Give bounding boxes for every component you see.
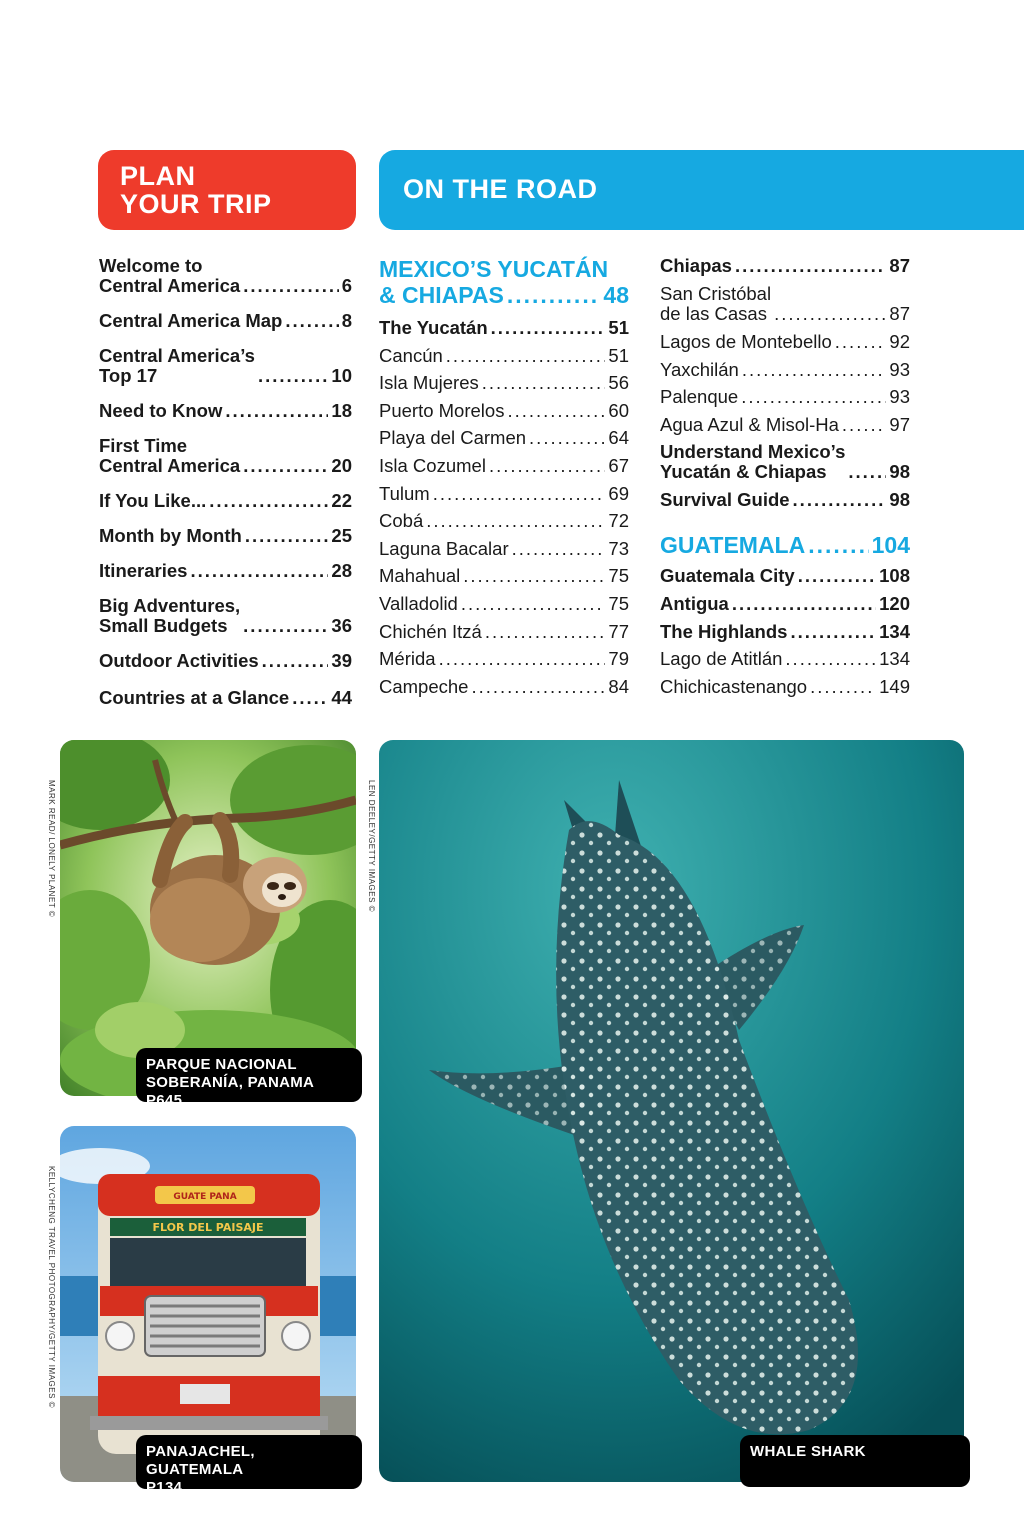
toc-entry[interactable] [379, 649, 629, 669]
toc-label: Campeche [379, 675, 469, 697]
toc-page: 56 [608, 372, 629, 394]
toc-entry[interactable] [660, 360, 910, 380]
toc-entry[interactable] [379, 566, 629, 586]
toc-page: 69 [608, 482, 629, 504]
toc-label: Antigua [660, 592, 729, 614]
sloth-photo [60, 740, 356, 1096]
sloth-photo-credit: MARK READ/ LONELY PLANET © [47, 780, 56, 918]
toc-page: 93 [889, 358, 910, 380]
whale-shark-photo [379, 740, 964, 1482]
bus-caption: PANAJACHEL, GUATEMALA P134 [136, 1435, 362, 1489]
toc-page: 51 [608, 317, 629, 338]
toc-page: 75 [608, 565, 629, 587]
toc-entry-glance[interactable]: Countries at a Glance ..... 44 [99, 688, 352, 708]
toc-page: 73 [608, 537, 629, 559]
bus-sign-bottom: FLOR DEL PAISAJE [152, 1221, 264, 1234]
bus-photo-credit: KELLYCHENG TRAVEL PHOTOGRAPHY/GETTY IMAGES © [47, 1166, 56, 1409]
toc-entry-san-cristobal[interactable]: San Cristóbal de las Casas ..... 87 [660, 284, 910, 324]
toc-entry[interactable] [660, 677, 910, 697]
toc-page: 108 [879, 565, 910, 587]
toc-label: Agua Azul & Misol-Ha [660, 413, 839, 435]
toc-label: Yaxchilán [660, 358, 739, 380]
on-the-road-banner [379, 150, 1024, 230]
toc-entry[interactable] [660, 622, 910, 642]
plan-trip-toc [99, 256, 352, 708]
toc-page: 97 [889, 413, 910, 435]
toc-label: The Yucatán [379, 317, 488, 338]
toc-label: Tulum [379, 482, 430, 504]
toc-entry[interactable] [379, 594, 629, 614]
toc-entry-chiapas[interactable]: Chiapas ..... 87 [660, 256, 910, 276]
toc-page: 6 [341, 275, 352, 296]
toc-page: 67 [608, 454, 629, 476]
toc-entry-survival[interactable]: Survival Guide ..... 98 [660, 490, 910, 510]
toc-entry-itineraries[interactable]: Itineraries ..... 28 [99, 561, 352, 581]
toc-entry-outdoor[interactable]: Outdoor Activities ..... 39 [99, 651, 352, 671]
toc-page: 72 [608, 510, 629, 532]
toc-label: Chichén Itzá [379, 620, 482, 642]
toc-page: 51 [608, 344, 629, 366]
toc-page: 60 [608, 399, 629, 421]
plan-banner-line2: YOUR TRIP [120, 189, 272, 219]
toc-entry-map[interactable]: Central America Map ..... 8 [99, 311, 352, 331]
toc-page: 134 [879, 648, 910, 670]
whale-shark-caption: WHALE SHARK [740, 1435, 970, 1487]
toc-entry[interactable] [379, 539, 629, 559]
toc-entry-first-time[interactable]: First Time Central America ..... 20 [99, 436, 352, 476]
chiapas-list [660, 332, 910, 435]
bus-sign-top: GUATE PANA [173, 1192, 237, 1202]
toc-page: 92 [889, 331, 910, 352]
toc-entry[interactable] [379, 428, 629, 448]
mexico-list [379, 318, 629, 697]
toc-page: 79 [608, 648, 629, 670]
toc-entry[interactable] [660, 649, 910, 669]
toc-page: 75 [608, 592, 629, 614]
toc-entry-need-to-know[interactable]: Need to Know ..... 18 [99, 401, 352, 421]
toc-label: Lagos de Montebello [660, 331, 832, 352]
toc-entry-understand[interactable]: Understand Mexico’s Yucatán & Chiapas ..... 98 [660, 442, 910, 482]
toc-page: 149 [879, 675, 910, 697]
toc-entry[interactable] [379, 346, 629, 366]
toc-label: The Highlands [660, 620, 788, 642]
plan-banner-line1: PLAN [120, 161, 196, 191]
toc-entry-big-adventures[interactable]: Big Adventures, Small Budgets ..... 36 [99, 596, 352, 636]
toc-label: Isla Cozumel [379, 454, 486, 476]
toc-label: Valladolid [379, 592, 458, 614]
toc-label: Mérida [379, 648, 436, 670]
toc-entry-top17[interactable]: Central America’s Top 17 ..... 10 [99, 346, 352, 386]
toc-entry[interactable] [660, 415, 910, 435]
road-banner-title: ON THE ROAD [403, 174, 598, 204]
chicken-bus-photo [60, 1126, 356, 1482]
shark-photo-credit: LEN DEELEY/GETTY IMAGES © [367, 780, 376, 913]
toc-label: Puerto Morelos [379, 399, 505, 421]
plan-your-trip-banner [98, 150, 356, 230]
toc-page: 134 [879, 620, 910, 642]
toc-label: Mahahual [379, 565, 461, 587]
toc-entry[interactable] [660, 387, 910, 407]
toc-entry-month-by-month[interactable]: Month by Month ..... 25 [99, 526, 352, 546]
toc-label: Isla Mujeres [379, 372, 479, 394]
toc-label: Guatemala City [660, 565, 795, 587]
toc-entry[interactable] [660, 594, 910, 614]
section-guatemala-title[interactable]: GUATEMALA ..... 104 [660, 532, 910, 558]
toc-entry-welcome[interactable]: Welcome to Central America ..... 6 [99, 256, 352, 296]
toc-label: Cancún [379, 344, 443, 366]
toc-label: Cobá [379, 510, 424, 532]
mexico-toc [379, 256, 629, 704]
bus-illustration [60, 1126, 356, 1482]
toc-entry[interactable] [379, 484, 629, 504]
toc-label: Playa del Carmen [379, 427, 527, 449]
toc-label: Palenque [660, 386, 739, 408]
toc-page: 120 [879, 592, 910, 614]
toc-entry[interactable] [379, 677, 629, 697]
toc-entry[interactable] [379, 622, 629, 642]
toc-label: Chichicastenango [660, 675, 808, 697]
toc-entry[interactable] [660, 332, 910, 352]
toc-entry-if-you-like[interactable]: If You Like... ..... 22 [99, 491, 352, 511]
toc-page: 77 [608, 620, 629, 642]
guatemala-list [660, 566, 910, 696]
toc-entry[interactable] [379, 373, 629, 393]
sloth-illustration [60, 740, 356, 1096]
toc-page: 64 [608, 427, 629, 449]
whale-shark-illustration [379, 740, 964, 1482]
toc-entry[interactable] [379, 318, 629, 338]
sloth-caption: PARQUE NACIONAL SOBERANÍA, PANAMA P645 [136, 1048, 362, 1102]
toc-entry[interactable] [379, 511, 629, 531]
toc-entry[interactable] [379, 456, 629, 476]
toc-page: 93 [889, 386, 910, 408]
toc-label: Laguna Bacalar [379, 537, 509, 559]
toc-entry[interactable] [379, 401, 629, 421]
toc-entry[interactable] [660, 566, 910, 586]
toc-page: 84 [608, 675, 629, 697]
chiapas-guatemala-toc [660, 256, 910, 704]
toc-label: Lago de Atitlán [660, 648, 783, 670]
section-mexico-title[interactable]: MEXICO’S YUCATÁN & CHIAPAS ..... 48 [379, 256, 629, 308]
